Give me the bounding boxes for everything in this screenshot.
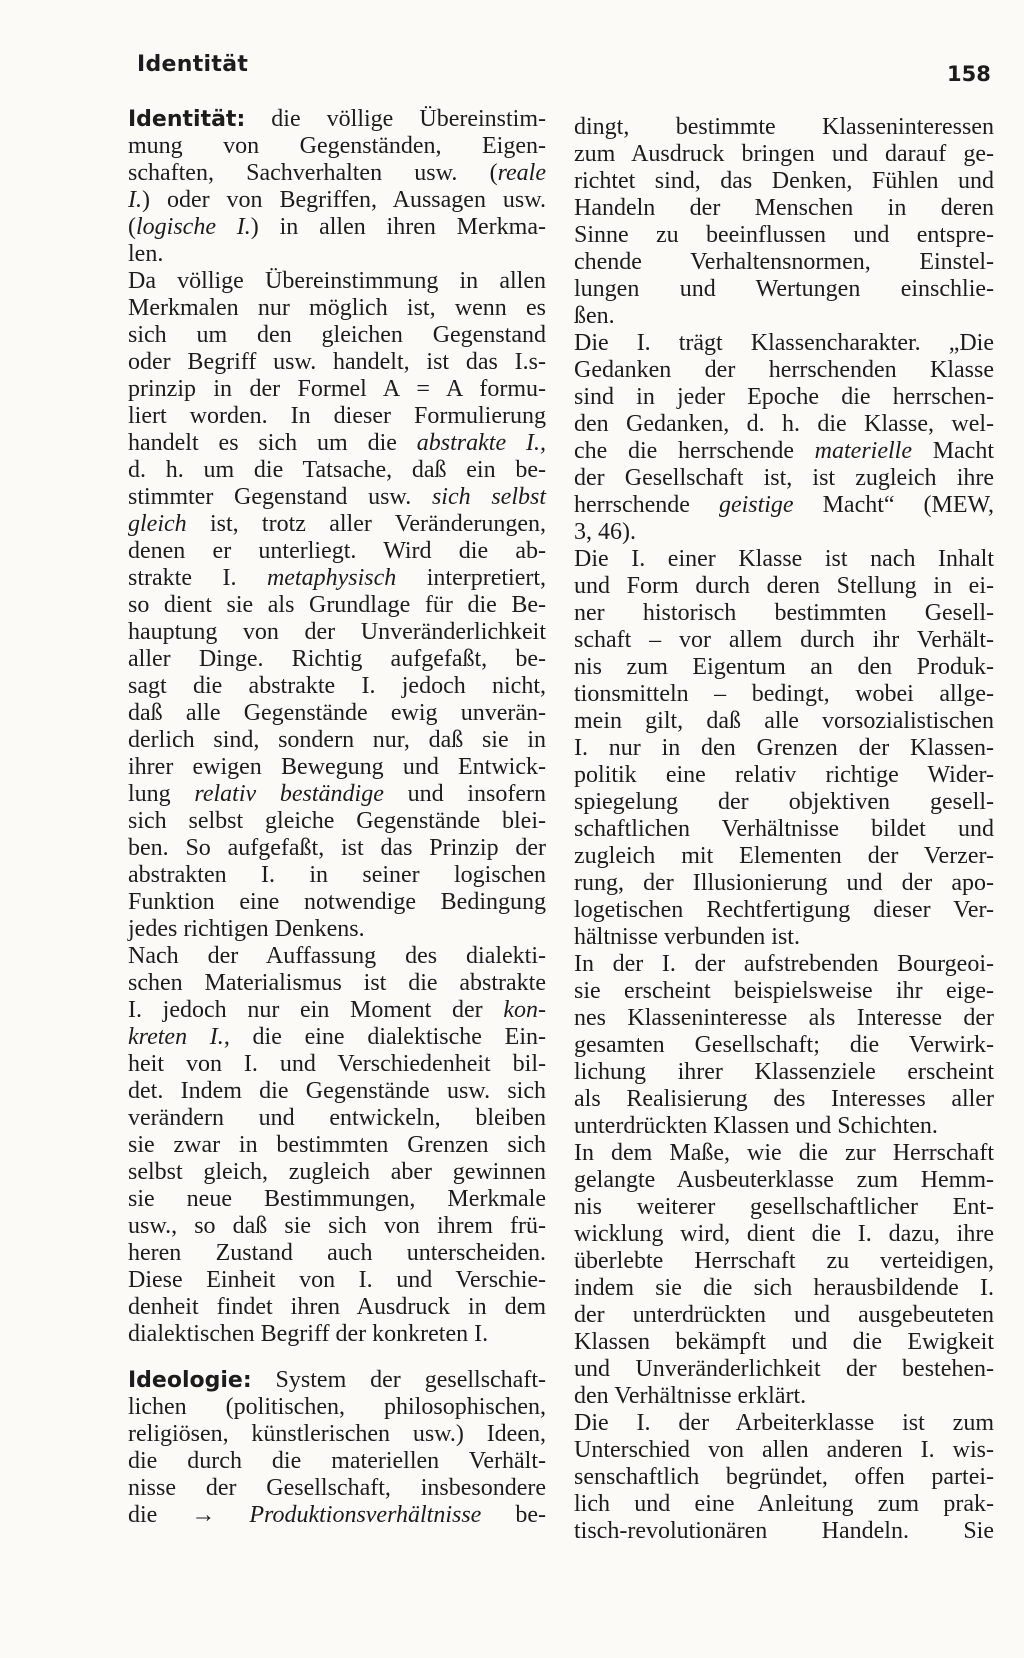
- text-run: , die eine dialektische Ein-: [223, 1024, 546, 1050]
- text-line: [574, 1140, 994, 1167]
- text-run: herrschende: [574, 492, 719, 518]
- text-run: selbst gleich, zugleich aber gewinnen: [128, 1159, 546, 1185]
- text-run: den Gedanken, d. h. die Klasse, wel-: [574, 411, 994, 437]
- text-line: [574, 1248, 994, 1275]
- text-line: [574, 519, 994, 546]
- text-run: und Unveränderlichkeit der bestehen-: [574, 1356, 994, 1382]
- text-line: [128, 727, 546, 754]
- text-run: ist, trotz aller Veränderungen,: [186, 511, 546, 537]
- text-run: nisse der Gesellschaft, insbesondere: [128, 1475, 546, 1501]
- text-run: religiösen, künstlerischen usw.) Ideen,: [128, 1421, 546, 1447]
- text-line: [128, 187, 546, 214]
- text-line: [574, 222, 994, 249]
- italic-term: Produktionsverhältnisse: [249, 1502, 482, 1528]
- text-line: [574, 600, 994, 627]
- text-run: Sinne zu beeinflussen und entspre-: [574, 222, 994, 248]
- text-run: der unterdrückten und ausgebeuteten: [574, 1302, 994, 1328]
- text-run: Die I. der Arbeiterklasse ist zum: [574, 1410, 994, 1436]
- text-run: I. jedoch nur ein Moment der: [128, 997, 504, 1023]
- italic-term: metaphysisch: [266, 565, 397, 591]
- text-run: ßen.: [574, 303, 615, 329]
- text-line: [574, 1329, 994, 1356]
- text-line: [574, 1491, 994, 1518]
- text-run: denen er unterliegt. Wird die ab-: [128, 538, 546, 564]
- text-run: überlebte Herrschaft zu verteidigen,: [574, 1248, 994, 1274]
- text-line: [574, 924, 994, 951]
- text-line: [128, 1294, 546, 1321]
- text-run: sie neue Bestimmungen, Merkmale: [128, 1186, 546, 1212]
- text-run: die durch die materiellen Verhält-: [128, 1448, 546, 1474]
- text-line: [128, 646, 546, 673]
- text-run: Da völlige Übereinstimmung in allen: [128, 268, 546, 294]
- text-run: ihrer ewigen Bewegung und Entwick-: [128, 754, 546, 780]
- text-line: [128, 970, 546, 997]
- text-run: lungen und Wertungen einschlie-: [574, 276, 994, 302]
- text-run: Gedanken der herrschenden Klasse: [574, 357, 994, 383]
- text-run: schaft – vor allem durch ihr Verhält-: [574, 627, 994, 653]
- text-run: hauptung von der Unveränderlichkeit: [128, 619, 546, 645]
- text-run: denheit findet ihren Ausdruck in dem: [128, 1294, 546, 1320]
- text-line: [128, 1502, 546, 1529]
- text-line: [574, 1005, 994, 1032]
- text-run: unterdrückten Klassen und Schichten.: [574, 1113, 938, 1139]
- text-line: [574, 1275, 994, 1302]
- text-line: [128, 592, 546, 619]
- text-run: richtet sind, das Denken, Fühlen und: [574, 168, 994, 194]
- text-run: dingt, bestimmte Klasseninteressen: [574, 114, 994, 140]
- entry-gap: [128, 1348, 546, 1367]
- text-line: [574, 816, 994, 843]
- text-run: lichung ihrer Klassenziele erscheint: [574, 1059, 994, 1085]
- text-run: ) oder von Begriffen, Aussagen usw.: [142, 187, 546, 213]
- text-run: tisch-revolutionären Handeln. Sie: [574, 1518, 994, 1544]
- text-line: [128, 295, 546, 322]
- text-line: [574, 708, 994, 735]
- text-line: [128, 1213, 546, 1240]
- text-run: die völlige Übereinstim-: [245, 106, 546, 132]
- text-line: [574, 492, 994, 519]
- text-line: [128, 565, 546, 592]
- text-line: [574, 654, 994, 681]
- text-run: verändern und entwickeln, bleiben: [128, 1105, 546, 1131]
- text-run: die →: [128, 1502, 250, 1528]
- text-run: len.: [128, 241, 164, 267]
- text-line: [128, 781, 546, 808]
- text-run: lichen (politischen, philosophischen,: [128, 1394, 546, 1420]
- text-line: [128, 808, 546, 835]
- text-run: lich und eine Anleitung zum prak-: [574, 1491, 994, 1517]
- text-run: In dem Maße, wie die zur Herrschaft: [574, 1140, 994, 1166]
- text-run: der Gesellschaft ist, ist zugleich ihre: [574, 465, 994, 491]
- text-line: [128, 106, 546, 133]
- text-line: [128, 484, 546, 511]
- text-line: [128, 1475, 546, 1502]
- text-run: den Verhältnisse erklärt.: [574, 1383, 807, 1409]
- text-line: [128, 1024, 546, 1051]
- text-run: wicklung wird, dient die I. dazu, ihre: [574, 1221, 994, 1247]
- italic-term: sich selbst: [431, 484, 546, 510]
- text-run: sind in jeder Epoche die herrschen-: [574, 384, 994, 410]
- text-run: In der I. der aufstrebenden Bourgeoi-: [574, 951, 994, 977]
- text-run: che die herrschende: [574, 438, 815, 464]
- text-run: gelangte Ausbeuterklasse zum Hemm-: [574, 1167, 994, 1193]
- text-run: Nach der Auffassung des dialekti-: [128, 943, 546, 969]
- text-line: [574, 114, 994, 141]
- text-line: [574, 330, 994, 357]
- text-line: [128, 889, 546, 916]
- text-line: [574, 1194, 994, 1221]
- italic-term: kreten I.: [128, 1024, 224, 1050]
- text-line: [574, 951, 994, 978]
- entry-keyword: Ideologie:: [128, 1368, 252, 1393]
- text-run: zugleich mit Elementen der Verzer-: [574, 843, 994, 869]
- text-run: I. nur in den Grenzen der Klassen-: [574, 735, 994, 761]
- text-run: Klassen bekämpft und die Ewigkeit: [574, 1329, 994, 1355]
- text-line: [574, 789, 994, 816]
- text-run: und Form durch deren Stellung in ei-: [574, 573, 994, 599]
- text-line: [574, 843, 994, 870]
- text-line: [574, 762, 994, 789]
- text-run: nis weiterer gesellschaftlicher Ent-: [574, 1194, 994, 1220]
- text-line: [574, 303, 994, 330]
- running-header: Identität: [137, 52, 249, 77]
- text-line: [128, 754, 546, 781]
- text-line: [574, 627, 994, 654]
- text-run: und insofern: [383, 781, 546, 807]
- text-run: jedes richtigen Denkens.: [128, 916, 365, 942]
- text-line: [574, 1518, 994, 1545]
- text-run: be-: [481, 1502, 546, 1528]
- text-line: [574, 1383, 994, 1410]
- text-run: hältnisse verbunden ist.: [574, 924, 800, 950]
- text-line: [574, 1302, 994, 1329]
- text-line: [574, 546, 994, 573]
- text-run: daß alle Gegenstände ewig unverän-: [128, 700, 546, 726]
- text-line: [128, 673, 546, 700]
- text-line: [128, 1078, 546, 1105]
- text-run: rung, der Illusionierung und der apo-: [574, 870, 994, 896]
- text-line: [574, 168, 994, 195]
- text-line: [128, 241, 546, 268]
- text-run: mung von Gegenständen, Eigen-: [128, 133, 546, 159]
- text-run: stimmter Gegenstand usw.: [128, 484, 432, 510]
- text-line: [574, 384, 994, 411]
- text-run: politik eine relativ richtige Wider-: [574, 762, 994, 788]
- text-run: ner historisch bestimmten Gesell-: [574, 600, 994, 626]
- text-line: [128, 862, 546, 889]
- text-line: [574, 681, 994, 708]
- text-run: derlich sind, sondern nur, daß sie in: [128, 727, 546, 753]
- text-run: System der gesellschaft-: [251, 1367, 546, 1393]
- text-run: sich um den gleichen Gegenstand: [128, 322, 546, 348]
- text-line: [128, 943, 546, 970]
- text-line: [128, 538, 546, 565]
- text-line: [128, 214, 546, 241]
- text-run: heit von I. und Verschiedenheit bil-: [128, 1051, 546, 1077]
- text-line: [128, 997, 546, 1024]
- text-line: [574, 1437, 994, 1464]
- text-run: schaften, Sachverhalten usw. (: [128, 160, 498, 186]
- text-line: [574, 897, 994, 924]
- text-run: abstrakten I. in seiner logischen: [128, 862, 546, 888]
- text-run: Merkmalen nur möglich ist, wenn es: [128, 295, 546, 321]
- text-run: Diese Einheit von I. und Verschie-: [128, 1267, 546, 1293]
- left-text-column: [128, 106, 546, 1529]
- text-line: [128, 1159, 546, 1186]
- text-line: [128, 322, 546, 349]
- text-run: Die I. einer Klasse ist nach Inhalt: [574, 546, 994, 572]
- italic-term: kon-: [503, 997, 546, 1023]
- text-line: [128, 511, 546, 538]
- text-line: [574, 141, 994, 168]
- italic-term: geistige: [718, 492, 794, 518]
- text-line: [128, 1267, 546, 1294]
- text-line: [128, 700, 546, 727]
- text-line: [574, 357, 994, 384]
- italic-term: gleich: [128, 511, 187, 537]
- text-run: Macht: [911, 438, 994, 464]
- text-line: [128, 376, 546, 403]
- text-line: [574, 1032, 994, 1059]
- text-line: [574, 1464, 994, 1491]
- text-run: sich selbst gleiche Gegenstände blei-: [128, 808, 546, 834]
- italic-term: I.: [128, 187, 142, 213]
- text-line: [128, 1394, 546, 1421]
- text-line: [128, 1051, 546, 1078]
- text-run: (: [128, 214, 136, 240]
- text-run: Unterschied von allen anderen I. wis-: [574, 1437, 994, 1463]
- text-run: chende Verhaltensnormen, Einstel-: [574, 249, 994, 275]
- italic-term: logische I.: [136, 214, 251, 240]
- right-text-column: [574, 114, 994, 1545]
- text-run: Macht“ (MEW,: [793, 492, 994, 518]
- text-line: [574, 249, 994, 276]
- italic-term: relativ beständige: [194, 781, 384, 807]
- text-line: [574, 735, 994, 762]
- text-run: senschaftlich begründet, offen partei-: [574, 1464, 994, 1490]
- text-line: [128, 457, 546, 484]
- text-run: handelt es sich um die: [128, 430, 417, 456]
- text-run: strakte I.: [128, 565, 267, 591]
- text-line: [574, 1113, 994, 1140]
- text-run: Die I. trägt Klassencharakter. „Die: [574, 330, 994, 356]
- text-line: [128, 1186, 546, 1213]
- text-line: [128, 1132, 546, 1159]
- text-line: [128, 835, 546, 862]
- text-line: [574, 1410, 994, 1437]
- text-line: [128, 430, 546, 457]
- text-run: Handeln der Menschen in deren: [574, 195, 994, 221]
- text-run: heren Zustand auch unterscheiden.: [128, 1240, 546, 1266]
- text-run: aller Dinge. Richtig aufgefaßt, be-: [128, 646, 546, 672]
- text-line: [574, 438, 994, 465]
- text-line: [574, 195, 994, 222]
- text-run: sagt die abstrakte I. jedoch nicht,: [128, 673, 546, 699]
- text-run: d. h. um die Tatsache, daß ein be-: [128, 457, 546, 483]
- text-line: [128, 349, 546, 376]
- text-run: als Realisierung des Interesses aller: [574, 1086, 994, 1112]
- text-run: usw., so daß sie sich von ihrem frü-: [128, 1213, 546, 1239]
- text-line: [574, 411, 994, 438]
- text-run: mein gilt, daß alle vorsozialistischen: [574, 708, 994, 734]
- text-line: [128, 1421, 546, 1448]
- text-line: [574, 465, 994, 492]
- text-run: Funktion eine notwendige Bedingung: [128, 889, 546, 915]
- text-run: prinzip in der Formel A = A formu-: [128, 376, 546, 402]
- text-run: sie zwar in bestimmten Grenzen sich: [128, 1132, 546, 1158]
- text-run: ) in allen ihren Merkma-: [250, 214, 546, 240]
- text-line: [574, 573, 994, 600]
- text-line: [128, 619, 546, 646]
- text-line: [128, 268, 546, 295]
- text-run: indem sie die sich herausbildende I.: [574, 1275, 994, 1301]
- text-run: zum Ausdruck bringen und darauf ge-: [574, 141, 994, 167]
- text-run: dialektischen Begriff der konkreten I.: [128, 1321, 489, 1347]
- text-run: nis zum Eigentum an den Produk-: [574, 654, 994, 680]
- text-line: [574, 1167, 994, 1194]
- italic-term: abstrakte I.,: [416, 430, 547, 456]
- text-run: nes Klasseninteresse als Interesse der: [574, 1005, 994, 1031]
- italic-term: materielle: [814, 438, 912, 464]
- text-line: [574, 276, 994, 303]
- text-run: 3, 46).: [574, 519, 636, 545]
- text-line: [574, 1059, 994, 1086]
- text-line: [574, 1356, 994, 1383]
- text-line: [128, 403, 546, 430]
- italic-term: reale: [497, 160, 546, 186]
- text-line: [128, 1240, 546, 1267]
- text-run: schen Materialismus ist die abstrakte: [128, 970, 546, 996]
- text-line: [574, 1221, 994, 1248]
- text-line: [128, 1321, 546, 1348]
- text-run: liert worden. In dieser Formulierung: [128, 403, 546, 429]
- text-run: so dient sie als Grundlage für die Be-: [128, 592, 546, 618]
- text-line: [128, 1105, 546, 1132]
- text-run: ben. So aufgefaßt, ist das Prinzip der: [128, 835, 546, 861]
- text-line: [128, 1448, 546, 1475]
- text-line: [574, 870, 994, 897]
- text-run: logetischen Rechtfertigung dieser Ver-: [574, 897, 994, 923]
- text-run: oder Begriff usw. handelt, ist das I.s-: [128, 349, 546, 375]
- text-run: det. Indem die Gegenstände usw. sich: [128, 1078, 546, 1104]
- text-line: [128, 916, 546, 943]
- text-line: [128, 133, 546, 160]
- text-line: [574, 978, 994, 1005]
- text-run: gesamten Gesellschaft; die Verwirk-: [574, 1032, 994, 1058]
- text-run: tionsmitteln – bedingt, wobei allge-: [574, 681, 994, 707]
- text-run: interpretiert,: [396, 565, 547, 591]
- text-run: sie erscheint beispielsweise ihr eige-: [574, 978, 994, 1004]
- page-number: 158: [947, 62, 991, 86]
- text-run: spiegelung der objektiven gesell-: [574, 789, 994, 815]
- text-line: [128, 1367, 546, 1394]
- text-run: lung: [128, 781, 195, 807]
- text-line: [128, 160, 546, 187]
- text-line: [574, 1086, 994, 1113]
- text-run: schaftlichen Verhältnisse bildet und: [574, 816, 994, 842]
- entry-keyword: Identität:: [128, 107, 246, 132]
